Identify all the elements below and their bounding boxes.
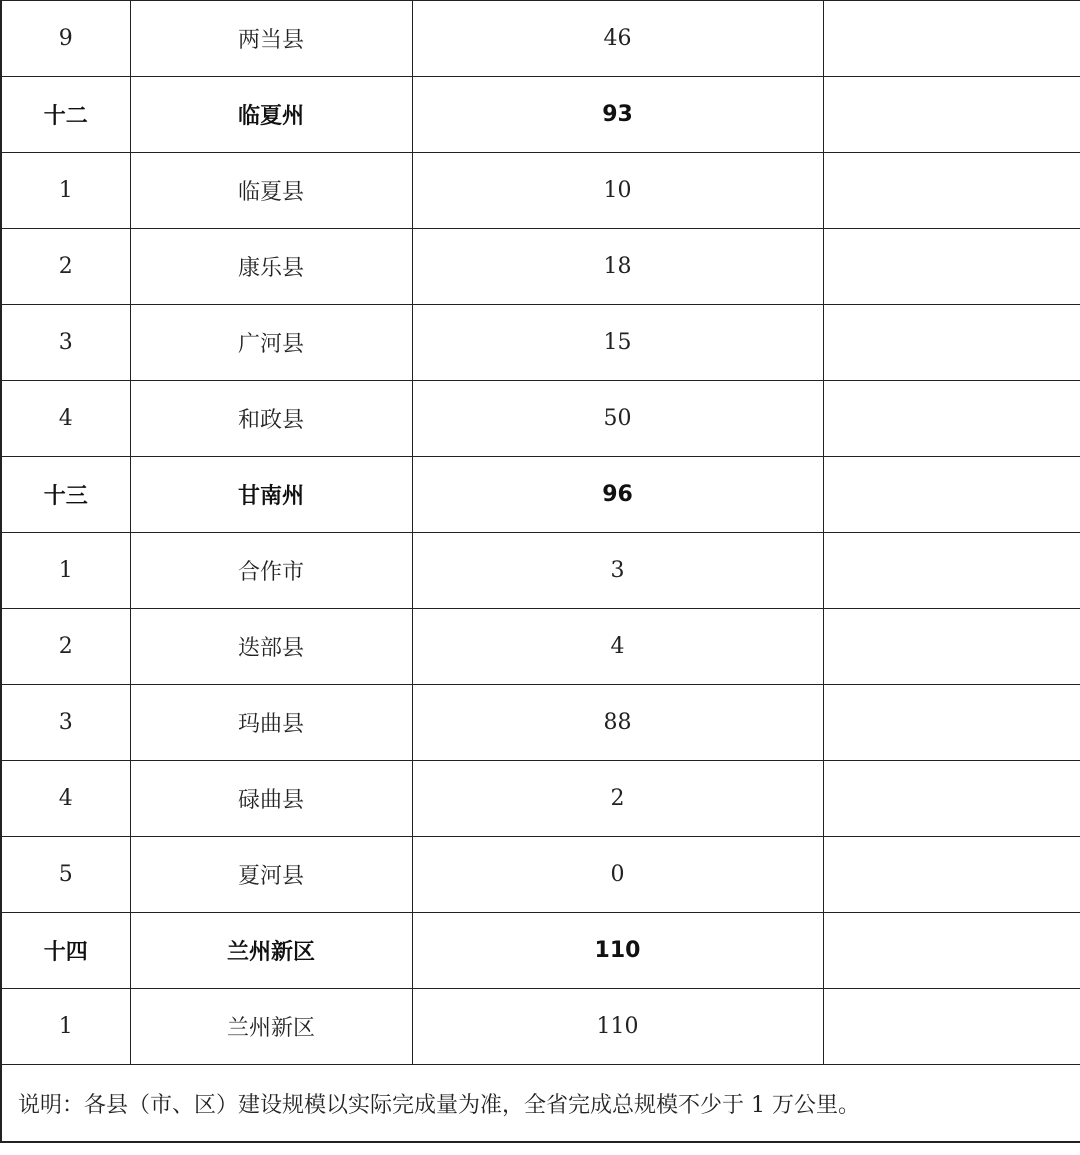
- table-row: [1, 609, 1080, 685]
- remark-cell: [823, 305, 1080, 381]
- table-group-row: [1, 77, 1080, 153]
- remark-cell: [823, 77, 1080, 153]
- scale-value-cell: 93: [412, 77, 823, 153]
- region-name-cell: 甘南州: [130, 457, 412, 533]
- row-number-cell: 9: [1, 1, 130, 77]
- table-row: [1, 837, 1080, 913]
- row-number-cell: 1: [1, 533, 130, 609]
- table-group-row: [1, 913, 1080, 989]
- scale-value-cell: 15: [412, 305, 823, 381]
- row-number-cell: 1: [1, 153, 130, 229]
- scale-value-cell: 46: [412, 1, 823, 77]
- row-number-cell: 十二: [1, 77, 130, 153]
- scale-value-cell: 4: [412, 609, 823, 685]
- row-number-cell: 2: [1, 229, 130, 305]
- remark-cell: [823, 685, 1080, 761]
- region-name-cell: 迭部县: [130, 609, 412, 685]
- remark-cell: [823, 381, 1080, 457]
- table-row: [1, 229, 1080, 305]
- remark-cell: [823, 457, 1080, 533]
- region-name-cell: 和政县: [130, 381, 412, 457]
- remark-cell: [823, 229, 1080, 305]
- scale-value-cell: 3: [412, 533, 823, 609]
- region-name-cell: 玛曲县: [130, 685, 412, 761]
- row-number-cell: 十三: [1, 457, 130, 533]
- remark-cell: [823, 761, 1080, 837]
- remark-cell: [823, 989, 1080, 1065]
- note-text: 说明：各县（市、区）建设规模以实际完成量为准，全省完成总规模不少于 1 万公里。: [1, 1065, 1080, 1143]
- region-name-cell: 临夏县: [130, 153, 412, 229]
- scale-value-cell: 110: [412, 913, 823, 989]
- region-name-cell: 兰州新区: [130, 913, 412, 989]
- scale-value-cell: 96: [412, 457, 823, 533]
- scale-value-cell: 2: [412, 761, 823, 837]
- remark-cell: [823, 533, 1080, 609]
- row-number-cell: 2: [1, 609, 130, 685]
- region-name-cell: 合作市: [130, 533, 412, 609]
- table-row: [1, 989, 1080, 1065]
- table-row: [1, 533, 1080, 609]
- table-row: [1, 153, 1080, 229]
- scale-value-cell: 110: [412, 989, 823, 1065]
- scale-value-cell: 10: [412, 153, 823, 229]
- table-row: [1, 761, 1080, 837]
- table-row: [1, 685, 1080, 761]
- row-number-cell: 1: [1, 989, 130, 1065]
- table-row: [1, 1, 1080, 77]
- scale-value-cell: 18: [412, 229, 823, 305]
- region-name-cell: 康乐县: [130, 229, 412, 305]
- table-row: [1, 305, 1080, 381]
- remark-cell: [823, 609, 1080, 685]
- row-number-cell: 4: [1, 761, 130, 837]
- scale-value-cell: 50: [412, 381, 823, 457]
- remark-cell: [823, 1, 1080, 77]
- row-number-cell: 十四: [1, 913, 130, 989]
- row-number-cell: 3: [1, 685, 130, 761]
- remark-cell: [823, 153, 1080, 229]
- region-name-cell: 夏河县: [130, 837, 412, 913]
- note-row: [1, 1065, 1080, 1143]
- row-number-cell: 3: [1, 305, 130, 381]
- region-name-cell: 兰州新区: [130, 989, 412, 1065]
- scale-value-cell: 88: [412, 685, 823, 761]
- row-number-cell: 5: [1, 837, 130, 913]
- row-number-cell: 4: [1, 381, 130, 457]
- region-name-cell: 临夏州: [130, 77, 412, 153]
- region-name-cell: 广河县: [130, 305, 412, 381]
- scale-value-cell: 0: [412, 837, 823, 913]
- remark-cell: [823, 837, 1080, 913]
- table-group-row: [1, 457, 1080, 533]
- region-name-cell: 碌曲县: [130, 761, 412, 837]
- remark-cell: [823, 913, 1080, 989]
- table-row: [1, 381, 1080, 457]
- region-name-cell: 两当县: [130, 1, 412, 77]
